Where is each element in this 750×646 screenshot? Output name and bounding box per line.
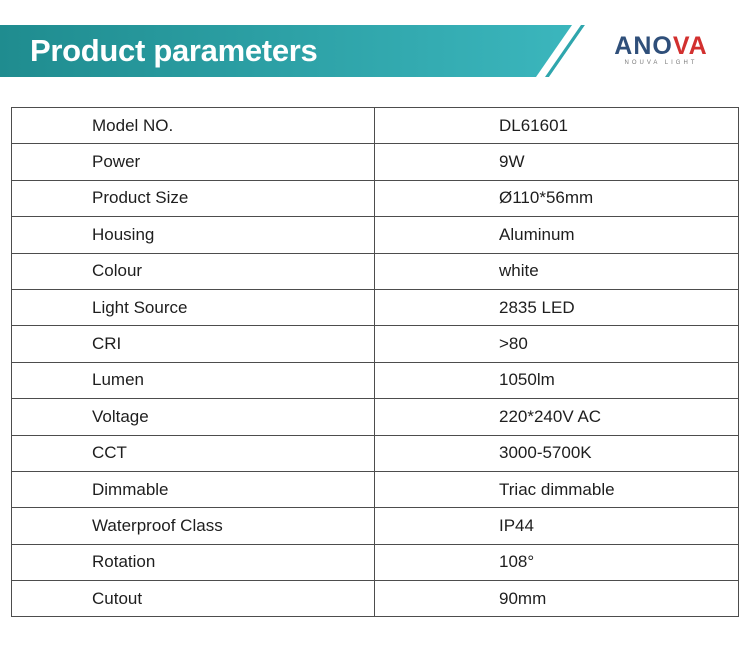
- parameter-label: Lumen: [12, 362, 375, 398]
- table-row: [12, 326, 739, 362]
- parameter-value: Triac dimmable: [375, 471, 739, 507]
- parameter-label: Cutout: [12, 581, 375, 617]
- parameter-label: Colour: [12, 253, 375, 289]
- logo-wordmark: [596, 33, 726, 59]
- parameter-label: Dimmable: [12, 471, 375, 507]
- parameter-value: 3000-5700K: [375, 435, 739, 471]
- logo-tagline: NOUVA LIGHT: [624, 60, 698, 66]
- parameters-table: [11, 107, 739, 617]
- parameter-value: 1050lm: [375, 362, 739, 398]
- parameter-value: >80: [375, 326, 739, 362]
- table-row: [12, 362, 739, 398]
- table-row: [12, 217, 739, 253]
- table-row: [12, 253, 739, 289]
- table-row: [12, 289, 739, 325]
- parameter-label: CRI: [12, 326, 375, 362]
- logo-word-part1: ANO: [614, 32, 673, 60]
- parameter-label: Model NO.: [12, 108, 375, 144]
- parameters-table-body: [12, 108, 739, 617]
- logo-word-part2: VA: [672, 32, 708, 60]
- table-row: [12, 435, 739, 471]
- parameter-value: 2835 LED: [375, 289, 739, 325]
- parameter-value: Aluminum: [375, 217, 739, 253]
- table-row: [12, 471, 739, 507]
- parameter-label: Rotation: [12, 544, 375, 580]
- brand-logo: [596, 33, 732, 67]
- parameter-value: 108°: [375, 544, 739, 580]
- table-row: [12, 508, 739, 544]
- table-row: [12, 581, 739, 617]
- parameter-label: Light Source: [12, 289, 375, 325]
- table-row: [12, 180, 739, 216]
- table-row: [12, 399, 739, 435]
- parameter-value: 220*240V AC: [375, 399, 739, 435]
- parameter-value: IP44: [375, 508, 739, 544]
- parameter-label: Waterproof Class: [12, 508, 375, 544]
- parameter-label: Voltage: [12, 399, 375, 435]
- parameter-value: Ø110*56mm: [375, 180, 739, 216]
- table-row: [12, 544, 739, 580]
- table-row: [12, 144, 739, 180]
- parameter-label: CCT: [12, 435, 375, 471]
- parameter-label: Product Size: [12, 180, 375, 216]
- page-title: Product parameters: [30, 33, 318, 68]
- parameter-value: white: [375, 253, 739, 289]
- header-banner: [0, 25, 750, 77]
- parameter-label: Housing: [12, 217, 375, 253]
- parameter-value: DL61601: [375, 108, 739, 144]
- parameter-value: 9W: [375, 144, 739, 180]
- parameter-label: Power: [12, 144, 375, 180]
- parameter-value: 90mm: [375, 581, 739, 617]
- table-row: [12, 108, 739, 144]
